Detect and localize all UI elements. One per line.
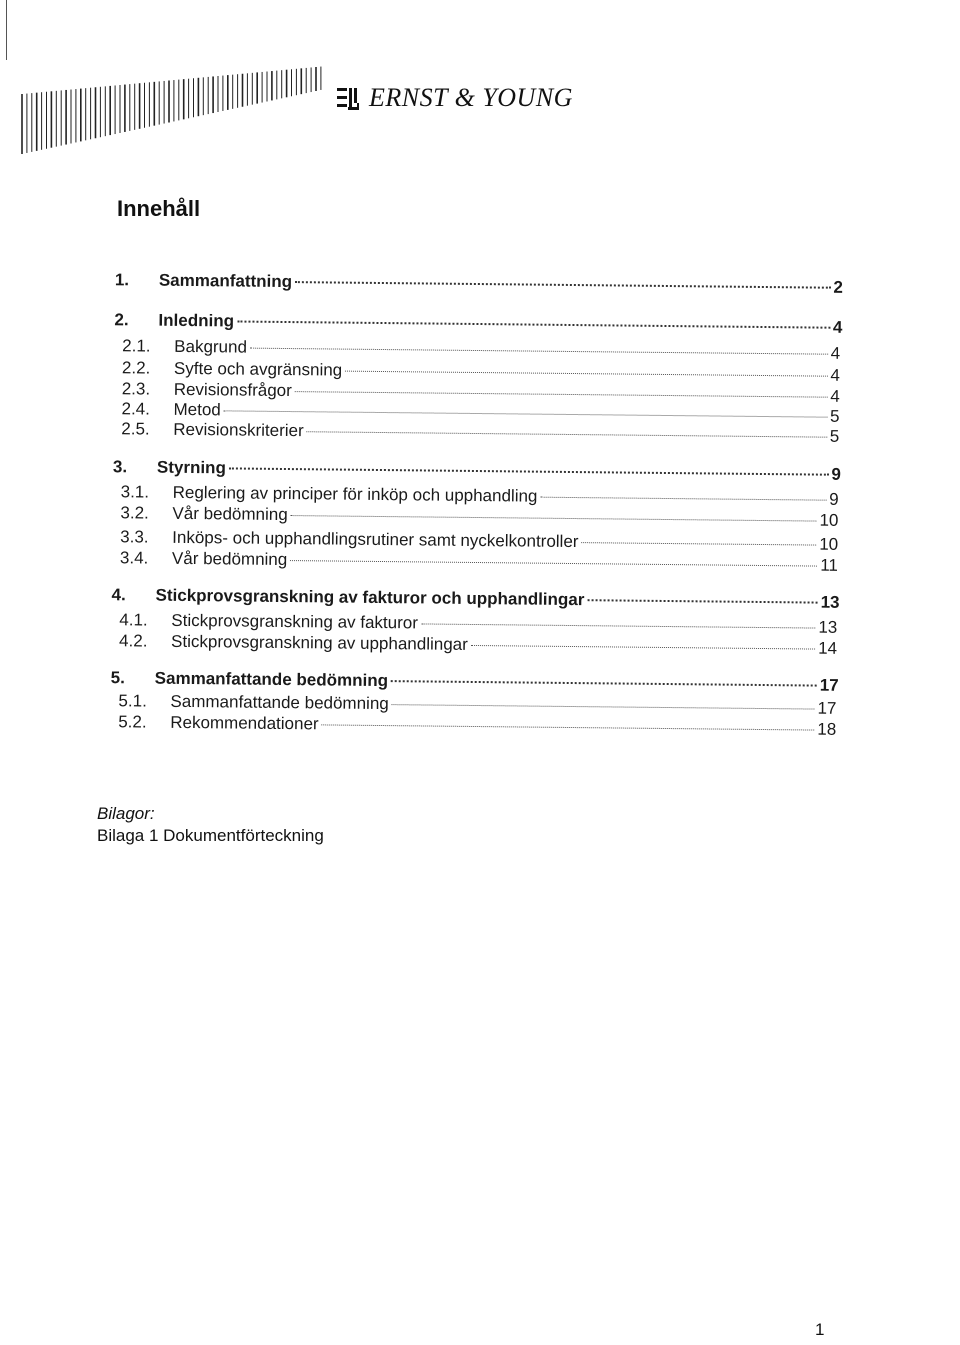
logo-text: ERNST & YOUNG (369, 83, 573, 112)
toc-page-number: 18 (817, 719, 837, 739)
toc-page-number: 4 (830, 386, 840, 406)
toc-label: Revisionskriterier (173, 419, 304, 441)
toc-dot-leader (322, 724, 815, 730)
toc-label: Sammanfattande bedömning (154, 668, 389, 691)
toc-number: 2.2. (121, 358, 151, 378)
toc-dot-leader (392, 704, 815, 709)
toc-page-number: 9 (829, 489, 839, 509)
toc-label: Metod (173, 399, 221, 420)
toc-number: 4. (111, 585, 126, 605)
toc-dot-leader (345, 371, 827, 377)
toc-page-number: 4 (832, 317, 843, 337)
toc-dot-leader (581, 542, 816, 545)
toc-dot-leader (291, 515, 817, 522)
toc-number: 2. (114, 310, 129, 330)
appendix-item: Bilaga 1 Dokumentförteckning (97, 826, 324, 845)
toc-number: 2.1. (122, 336, 151, 356)
toc-number: 3.1. (120, 482, 150, 502)
toc-page-number: 17 (819, 675, 839, 695)
toc-number: 4.2. (119, 631, 148, 651)
toc-number: 2.4. (121, 399, 151, 419)
toc-page-number: 5 (829, 406, 840, 426)
toc-label: Revisionsfrågor (173, 379, 292, 401)
toc-label: Inköps- och upphandlingsrutiner samt nyckelkontroller (172, 527, 579, 552)
toc-page-number: 9 (831, 464, 842, 484)
barcode-graphic (20, 58, 330, 158)
toc-page-number: 11 (820, 555, 839, 575)
toc-dot-leader (250, 348, 828, 355)
scan-edge-line (6, 0, 7, 60)
ey-logo-mark-icon (335, 85, 361, 111)
toc-dot-leader (587, 599, 817, 603)
toc-dot-leader (295, 391, 827, 398)
toc-label: Stickprovsgranskning av fakturor (171, 610, 419, 633)
toc-number: 2.3. (121, 379, 151, 399)
toc-page-number: 10 (819, 510, 839, 530)
toc-dot-leader (540, 497, 826, 501)
toc-dot-leader (391, 680, 817, 686)
toc-entry (114, 310, 842, 338)
toc-page-number: 13 (818, 617, 838, 637)
toc-label: Vår bedömning (171, 548, 288, 570)
toc-label: Stickprovsgranskning av fakturor och upphandlingar (155, 585, 585, 610)
toc-page-number: 17 (817, 698, 837, 718)
toc-page-number: 10 (819, 534, 839, 554)
toc-label: Syfte och avgränsning (173, 358, 343, 380)
toc-number: 3. (112, 457, 128, 477)
toc-number: 3.2. (120, 503, 149, 523)
toc-page-number: 4 (830, 343, 841, 363)
toc-dot-leader (295, 281, 830, 289)
toc-label: Styrning (156, 457, 226, 478)
toc-label: Stickprovsgranskning av upphandlingar (171, 631, 468, 654)
toc-entry (113, 457, 841, 485)
toc-entry (111, 585, 839, 613)
toc-number: 2.5. (121, 419, 150, 439)
toc-page-number: 14 (818, 638, 838, 658)
toc-number: 5. (110, 668, 126, 688)
table-of-contents (90, 270, 865, 778)
toc-dot-leader (290, 560, 817, 567)
toc-dot-leader (224, 410, 827, 417)
toc-number: 3.3. (120, 527, 149, 547)
toc-number: 3.4. (119, 548, 149, 568)
toc-label: Sammanfattning (158, 270, 293, 292)
toc-dot-leader (307, 431, 827, 437)
page-number: 1 (815, 1320, 825, 1339)
toc-label: Reglering av principer för inköp och upphandling (172, 482, 538, 506)
toc-page-number: 5 (829, 426, 840, 446)
toc-number: 1. (114, 270, 130, 290)
appendix-heading: Bilagor: (97, 804, 155, 823)
toc-dot-leader (237, 320, 830, 328)
toc-page-number: 4 (830, 365, 841, 385)
toc-label: Rekommendationer (170, 712, 319, 734)
toc-page-number: 13 (820, 592, 840, 612)
toc-dot-leader (471, 645, 815, 650)
toc-number: 5.1. (118, 691, 147, 711)
toc-dot-leader (421, 623, 815, 628)
toc-dot-leader (229, 467, 829, 475)
toc-page-number: 2 (833, 277, 843, 297)
toc-label: Vår bedömning (172, 503, 288, 525)
toc-label: Bakgrund (174, 336, 248, 357)
appendix-section (97, 803, 324, 847)
page-title: Innehåll (117, 196, 201, 221)
toc-entry (115, 270, 843, 298)
toc-label: Inledning (158, 310, 235, 331)
toc-label: Sammanfattande bedömning (170, 691, 389, 714)
ernst-young-logo (335, 78, 573, 118)
toc-number: 5.2. (118, 712, 147, 732)
toc-number: 4.1. (119, 610, 148, 630)
